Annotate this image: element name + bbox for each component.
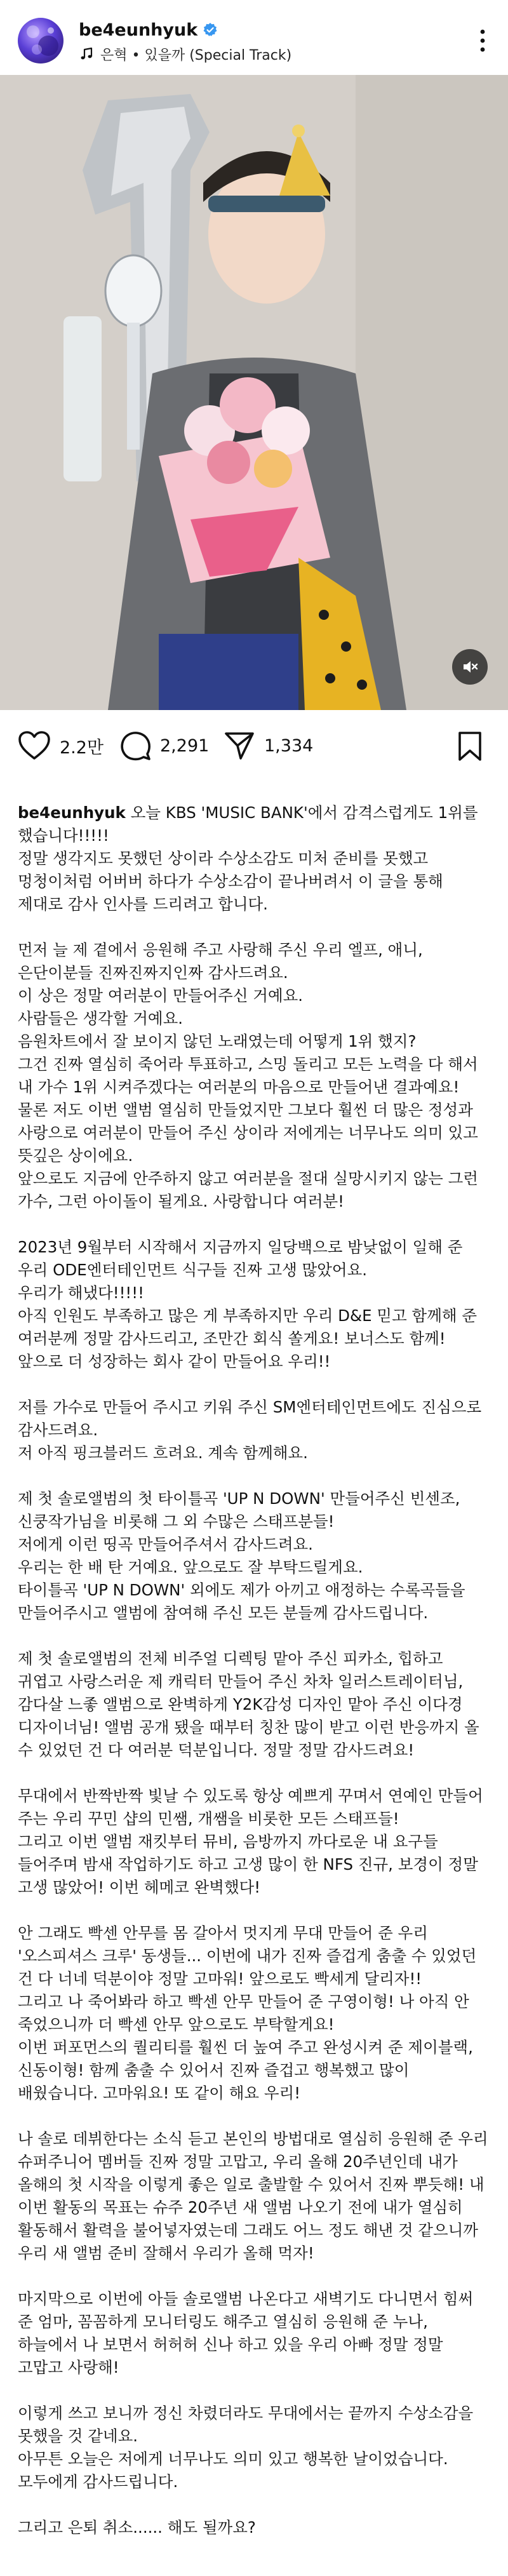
share-count[interactable]: 1,334 — [264, 735, 314, 756]
like-count[interactable]: 2.2만 — [60, 737, 104, 758]
bookmark-icon[interactable] — [457, 730, 483, 762]
caption-paragraph-9: 나 솔로 데뷔한다는 소식 듣고 본인의 방법대로 열심히 응원해 준 우리 슈퍼주니어 멤버들 진짜 정말 고맙고, 우리 올해 20주년인데 내가 올해의 첫 시작을 이렇게 좋은 일로 출발할 수 있어서 진짜 뿌듯해! 내 이번 활동의 목표는 슈주 20주년 새 앨범 나오기 전에 내가 열심히 활동해서 활력을 불어넣자였는데 그래도 어느 정도 해낸 것 같으니까 우리 새 앨범 준비 잘해서 우리가 올해 먹자! — [18, 2130, 493, 2262]
like-button[interactable] — [18, 728, 104, 763]
caption-paragraph-2: 먼저 늘 제 곁에서 응원해 주고 사랑해 주신 우리 엘프, 애니, 은단이분들 진짜진짜지인짜 감사드려요. 이 상은 정말 여러분이 만들어주신 거예요. 사람들은 생각할 거예요. 음원차트에서 잘 보이지 않던 노래였는데 어떻게 1위 했지? 그건 진짜 열심히 죽어라 투표하고, 스밍 돌리고 모든 노력을 다 해서 내 가수 1위 시켜주겠다는 여러분의 마음으로 만들어낸 결과예요! 물론 저도 이번 앨범 열심히 만들었지만 그보다 훨씬 더 많은 정성과 사랑으로 여러분이 만들어 주신 상이라 저에게는 너무나도 의미 있고 뜻깊은 상이에요. 앞으로도 지금에 안주하지 않고 여러분을 절대 실망시키지 않는 그런 가수, 그런 아이돌이 될게요. 사랑합니다 여러분! — [18, 941, 478, 1211]
photo-illustration — [0, 75, 508, 710]
heart-icon — [18, 730, 51, 761]
mute-icon — [461, 658, 479, 676]
caption-paragraph-1: 오늘 KBS 'MUSIC BANK'에서 감격스럽게도 1위를 했습니다!!!!! 정말 생각지도 못했던 상이라 수상소감도 미처 준비를 못했고 멍청이처럼 어버버 하다가 수상소감이 끝나버려서 이 글을 통해 제대로 감사 인사를 드리려고 합니다. — [18, 803, 478, 913]
action-bar — [0, 710, 508, 781]
music-note-icon — [79, 46, 94, 62]
comment-icon — [119, 730, 151, 761]
comment-button[interactable] — [119, 728, 209, 763]
caption-paragraph-12: 그리고 은퇴 취소...... 해도 될까요? — [18, 2518, 256, 2537]
post-caption — [18, 779, 493, 2539]
verified-badge-icon — [203, 22, 218, 37]
post-photo[interactable] — [0, 75, 508, 710]
music-track-row[interactable] — [79, 44, 291, 64]
mute-button[interactable] — [452, 649, 488, 685]
caption-paragraph-4: 저를 가수로 만들어 주시고 키워 주신 SM엔터테인먼트에도 진심으로 감사드려요. 저 아직 핑크블러드 흐려요. 계속 함께해요. — [18, 1398, 482, 1462]
username[interactable]: be4eunhyuk — [79, 20, 198, 40]
share-icon — [224, 730, 255, 761]
caption-paragraph-6: 제 첫 솔로앨범의 전체 비주얼 디렉팅 맡아 주신 피카소, 힙하고 귀엽고 사랑스러운 제 캐릭터 만들어 주신 차차 일러스트레이터님, 감다살 느좋 앨범으로 완벽하게 Y2K감성 디자인 맡아 주신 이다경 디자이너님! 앨범 공개 됐을 때부터 칭찬 많이 받고 이런 반응까지 올 수 있었던 건 다 여러분 덕분입니다. 정말 정말 감사드려요! — [18, 1649, 485, 1759]
post-header — [0, 0, 508, 75]
avatar[interactable] — [18, 18, 64, 64]
caption-paragraph-5: 제 첫 솔로앨범의 첫 타이틀곡 'UP N DOWN' 만들어주신 빈센조, 신쿵작가님을 비롯해 그 외 수많은 스태프분들! 저에게 이런 띵곡 만들어주셔서 감사드려요. 우리는 한 배 탄 거예요. 앞으로도 잘 부탁드릴게요. 타이틀곡 'UP N DOWN' 외에도 제가 아끼고 애정하는 수록곡들을 만들어주시고 앨범에 참여해 주신 모든 분들께 감사드립니다. — [18, 1489, 465, 1622]
caption-paragraph-8: 안 그래도 빡센 안무를 몸 갈아서 멋지게 무대 만들어 준 우리 '오스피셔스 크루' 동생들... 이번에 내가 진짜 즐겁게 춤출 수 있었던 건 다 너네 덕분이야 정말 고마워! 앞으로도 빡세게 달리자!! 그리고 나 죽어봐라 하고 빡센 안무 만들어 준 구영이형! 나 아직 안 죽었으니까 더 빡센 안무 앞으로도 부탁할게요! 이번 퍼포먼스의 퀄리티를 훨씬 더 높여 주고 완성시켜 준 제이블랙, 신동이형! 함께 춤출 수 있어서 진짜 즐겁고 행복했고 많이 배웠습니다. 고마워요! 또 같이 해요 우리! — [18, 1924, 477, 2102]
caption-paragraph-3: 2023년 9월부터 시작해서 지금까지 일당백으로 밤낮없이 일해 준 우리 ODE엔터테인먼트 식구들 진짜 고생 많았어요. 우리가 해냈다!!!!! 아직 인원도 부족하고 많은 게 부족하지만 우리 D&E 믿고 함께해 준 여러분께 정말 감사드리고, 조만간 회식 쏠게요! 보너스도 함께! 앞으로 더 성장하는 회사 같이 만들어요 우리!! — [18, 1238, 478, 1371]
comment-count[interactable]: 2,291 — [160, 735, 210, 756]
more-options-icon[interactable] — [479, 28, 486, 53]
username-row — [79, 19, 218, 41]
caption-paragraph-10: 마지막으로 이번에 아들 솔로앨범 나온다고 새벽기도 다니면서 힘써 준 엄마, 꼼꼼하게 모니터링도 해주고 열심히 응원해 준 누나, 하늘에서 나 보면서 허허허 신나 하고 있을 우리 아빠 정말 정말 고맙고 사랑해! — [18, 2290, 478, 2377]
caption-username[interactable]: be4eunhyuk — [18, 803, 126, 822]
caption-paragraph-7: 무대에서 반짝반짝 빛날 수 있도록 항상 예쁘게 꾸며서 연예인 만들어 주는 우리 꾸민 샵의 민쌤, 개쌤을 비롯한 모든 스태프들! 그리고 이번 앨범 재킷부터 뮤비, 음방까지 까다로운 내 요구들 들어주며 밤새 작업하기도 하고 고생 많이 한 NFS 진규, 보경이 정말 고생 많았어! 이번 헤메코 완벽했다! — [18, 1787, 483, 1896]
music-track-label: 은혁 • 있을까 (Special Track) — [100, 47, 292, 64]
caption-paragraph-11: 이렇게 쓰고 보니까 정신 차렸더라도 무대에서는 끝까지 수상소감을 못했을 것 같네요. 아무튼 오늘은 저에게 너무나도 의미 있고 행복한 날이었습니다. 모두에게 감사드립니다. — [18, 2404, 474, 2491]
share-button[interactable] — [224, 728, 313, 763]
